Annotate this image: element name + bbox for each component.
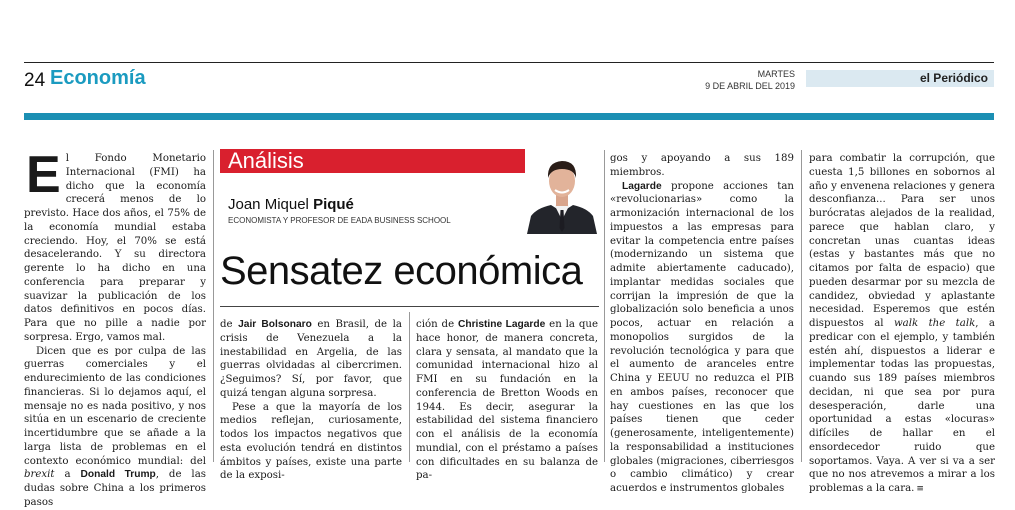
author-photo [525, 148, 599, 234]
article-column-4 [610, 152, 794, 494]
drop-cap: E [26, 146, 61, 204]
column-divider [801, 150, 802, 462]
name-highlight: Christine Lagarde [458, 319, 546, 330]
date-label: 9 DE ABRIL DEL 2019 [705, 81, 795, 91]
article-paragraph: Dicen que es por culpa de las guerras comerciales y el endurecimiento de las condiciones financieras. Si lo dejamos aquí, el mensaje no es nada positivo, y nos sitúa en un escenario de creciente incertidumbre que se añade a la larga lista de problemas en el contexto económico mundial: del brexit a Donald Trump, de las dudas sobre China a los primeros pasos [24, 345, 206, 508]
analysis-kicker: Análisis [228, 148, 304, 173]
article-column-1 [24, 146, 206, 508]
article-paragraph: gos y apoyando a sus 189 miembros. [610, 153, 794, 178]
author-name: Joan Miquel Piqué [228, 196, 354, 213]
top-rule [24, 62, 994, 63]
page-number: 24 [24, 70, 46, 91]
column-divider [213, 150, 214, 462]
article-headline: Sensatez económica [220, 249, 583, 293]
newspaper-brand: el Periódico [806, 70, 994, 87]
author-role: ECONOMISTA Y PROFESOR DE EADA BUSINESS SCHOOL [228, 216, 451, 225]
emphasis-text: brexit [24, 469, 55, 481]
column-divider [409, 312, 410, 462]
column-divider [604, 150, 605, 462]
article-column-3 [416, 318, 598, 482]
article-column-5 [809, 152, 995, 494]
article-paragraph: Pese a que la mayoría de los medios reflejan, curiosamente, todos los impactos negativos que esta evolución tendrá en distintos ámbitos y países, existe una parte de la exposi- [220, 401, 402, 482]
article-paragraph: ción de Christine Lagarde en la que hace honor, de manera concreta, clara y sensata, al mandato que la comunidad internacional hizo al FMI en su fundación en la conferencia de Bretton Woods en 1944. Es decir, asegurar la estabilidad del sistema financiero con el análisis de la economía mundial, con el préstamo a países con dificultades en su balanza de pa- [416, 319, 598, 482]
article-paragraph: El Fondo Monetario Internacional (FMI) ha dicho que la economía crecerá menos de lo previsto. Hace dos años, el 75% de la economía mundial estaba creciendo. Hoy, el 70% se está desacelerando. Y su directora gerente lo ha dicho en una conferencia para preparar y suavizar la publicación de los datos definitivos en pocos días. Para que no pille a nadie por sorpresa. Ergo, vamos mal. [24, 146, 206, 343]
emphasis-text: walk the talk [893, 318, 976, 329]
article-paragraph: de Jair Bolsonaro en Brasil, de la crisis de Venezuela a la inestabilidad en Argelia, de las guerras olvidadas al cibercrimen. ¿Seguimos? Sí, por favor, que quizá tengan alguna sorpresa. [220, 319, 402, 399]
name-highlight: Lagarde [622, 180, 662, 192]
name-highlight: Donald Trump [80, 469, 156, 481]
name-highlight: Jair Bolsonaro [238, 319, 312, 330]
section-stripe [24, 113, 994, 120]
end-of-article-icon: ≡ [916, 484, 924, 494]
article-paragraph: para combatir la corrupción, que cuesta 1,5 billones en sobornos al año y envenena relaciones y genera desconfianza... Para ser unos burócratas alejados de la realidad, parece que hablan claro, y concretan unas cuantas ideas (estas y bastantes más que no citamos por falta de espacio) que pueden desarmar por su mezcla de candidez, obviedad y aplastante necesidad. Esperemos que estén dispuestos al walk the talk, a predicar con el ejemplo, y también estén ahí, dispuestos a liderar e implementar todas las propuestas, cuando sus 189 países miembros decidan, ni que sea por pura desesperación, darle una oportunidad a estas «locuras» difíciles de hallar en el ensordecedor ruido que soportamos. Vaya. A ver si va a ser que no nos atrevemos a mirar a los problemas a la cara. ≡ [809, 152, 995, 497]
section-title: Economía [50, 67, 146, 89]
article-paragraph: Lagarde propone acciones tan «revolucionarias» como la armonización internacional de los impuestos a las empresas para evitar la competencia entre países (modernizando un sistema que admite abiertamente caducado), implantar medidas sociales que corrijan la impresión de que la globalización solo beneficia a unos pocos, actuar en relación a monopolios surgidos de la revolución tecnológica y para que el aumento de aranceles entre China y EEUU no reduzca el PIB en ambos países, reconocer que hay cuestiones en las que los países tienen que ceder (generosamente, inteligentemente) la responsabilidad a instituciones globales (migraciones, ciberriesgos o cambio climático) y crear acuerdos e instrumentos globales [610, 180, 794, 494]
day-label: MARTES [757, 69, 795, 79]
date-block [683, 68, 795, 92]
article-column-2 [220, 318, 402, 482]
headline-rule [220, 306, 599, 307]
